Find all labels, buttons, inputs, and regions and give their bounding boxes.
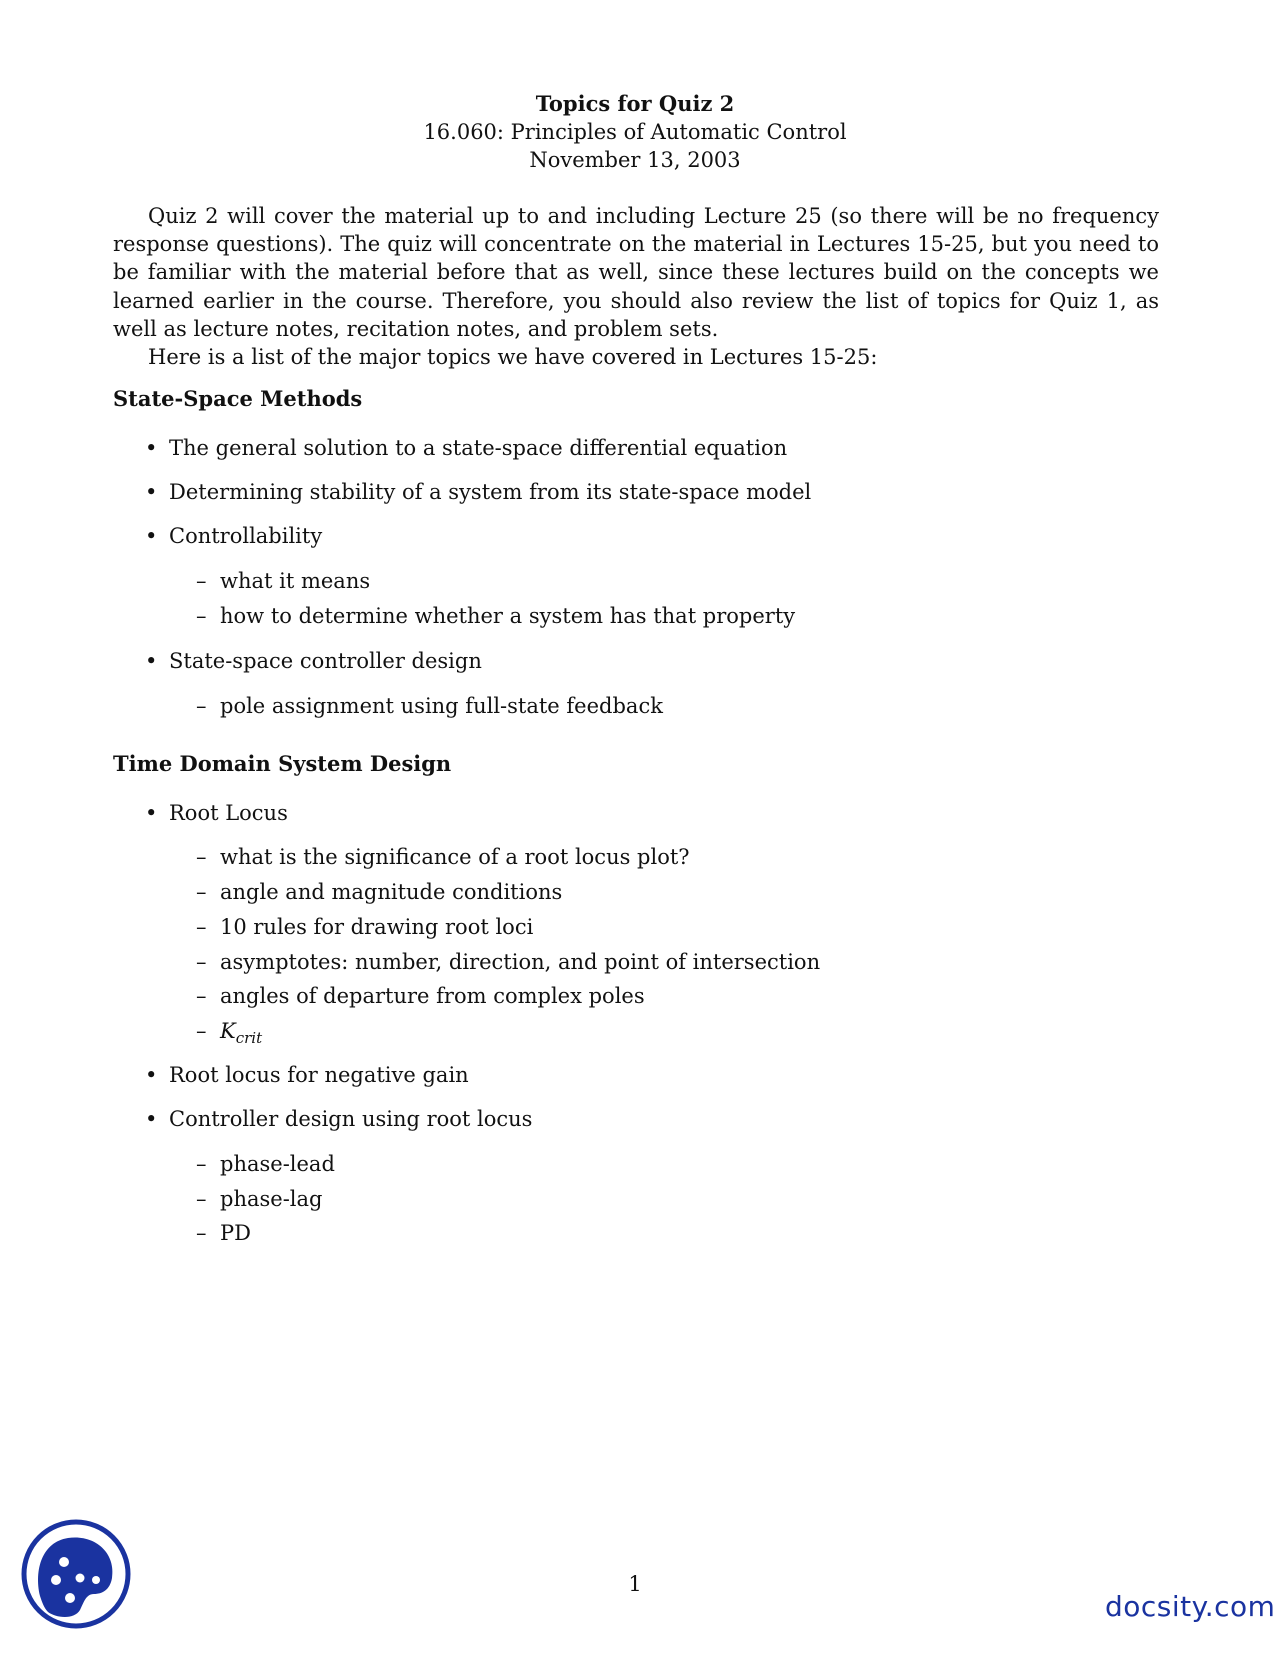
dash-icon: – — [196, 694, 207, 718]
intro-paragraph-2: Here is a list of the major topics we have covered in Lectures 15-25: — [148, 345, 878, 370]
bullet-icon: • — [145, 524, 158, 548]
intro-paragraph-1: Quiz 2 will cover the material up to and including Lecture 25 (so there will be no frequency response questions). The quiz will concentrate on the material in Lectures 15-25, but you need to be familiar with the material before that as well, since these lectures build on the concepts we learned earlier in the course. Therefore, you should also review the list of topics for Quiz 1, as well as lecture notes, recitation notes, and problem sets. — [113, 204, 1159, 341]
sub-list-item: – what is the significance of a root locus plot? — [196, 845, 690, 869]
section-title-state-space: State-Space Methods — [113, 386, 363, 411]
list-item: • Determining stability of a system from its state-space model — [145, 480, 812, 504]
intro-text — [113, 202, 1159, 371]
section-title-time-domain: Time Domain System Design — [113, 751, 452, 776]
dash-icon: – — [196, 1152, 207, 1176]
dash-icon: – — [196, 569, 207, 593]
dash-icon: – — [196, 915, 207, 939]
sub-list-item: – PD — [196, 1221, 251, 1245]
bullet-icon: • — [145, 649, 158, 673]
sub-list-item: – pole assignment using full-state feedback — [196, 694, 663, 718]
dash-icon: – — [196, 950, 207, 974]
docsity-logo-icon — [20, 1518, 132, 1630]
sub-list-item: – how to determine whether a system has that property — [196, 604, 796, 628]
dash-icon: – — [196, 984, 207, 1008]
sub-list-item: – 10 rules for drawing root loci — [196, 915, 534, 939]
dash-icon: – — [196, 845, 207, 869]
sub-list-item: – what it means — [196, 569, 371, 593]
list-item: • Controller design using root locus — [145, 1107, 533, 1131]
dash-icon: – — [196, 604, 207, 628]
document-date: November 13, 2003 — [529, 148, 741, 172]
sub-list-item: – asymptotes: number, direction, and point of intersection — [196, 950, 821, 974]
list-item: • Controllability — [145, 524, 323, 548]
sub-list-item: – angles of departure from complex poles — [196, 984, 645, 1008]
docsity-brand-link[interactable]: docsity.com — [1105, 1590, 1276, 1623]
kcrit-symbol: K — [220, 1019, 236, 1043]
list-item: • Root locus for negative gain — [145, 1063, 469, 1087]
list-item: • The general solution to a state-space differential equation — [145, 436, 788, 460]
list-item: • Root Locus — [145, 801, 288, 825]
sub-list-item: – phase-lag — [196, 1187, 323, 1211]
sub-list-item: – phase-lead — [196, 1152, 335, 1176]
bullet-icon: • — [145, 801, 158, 825]
bullet-icon: • — [145, 1107, 158, 1131]
document-header — [0, 90, 1270, 174]
dash-icon: – — [196, 1019, 207, 1043]
dash-icon: – — [196, 1187, 207, 1211]
document-title: Topics for Quiz 2 — [535, 91, 735, 116]
dash-icon: – — [196, 1221, 207, 1245]
kcrit-subscript: crit — [235, 1029, 263, 1048]
sub-list-item-kcrit — [196, 1017, 262, 1052]
bullet-icon: • — [145, 1063, 158, 1087]
bullet-icon: • — [145, 436, 158, 460]
sub-list-item: – angle and magnitude conditions — [196, 880, 563, 904]
bullet-icon: • — [145, 480, 158, 504]
course-name: 16.060: Principles of Automatic Control — [423, 120, 847, 144]
page-number: 1 — [628, 1572, 642, 1596]
dash-icon: – — [196, 880, 207, 904]
list-item: • State-space controller design — [145, 649, 482, 673]
